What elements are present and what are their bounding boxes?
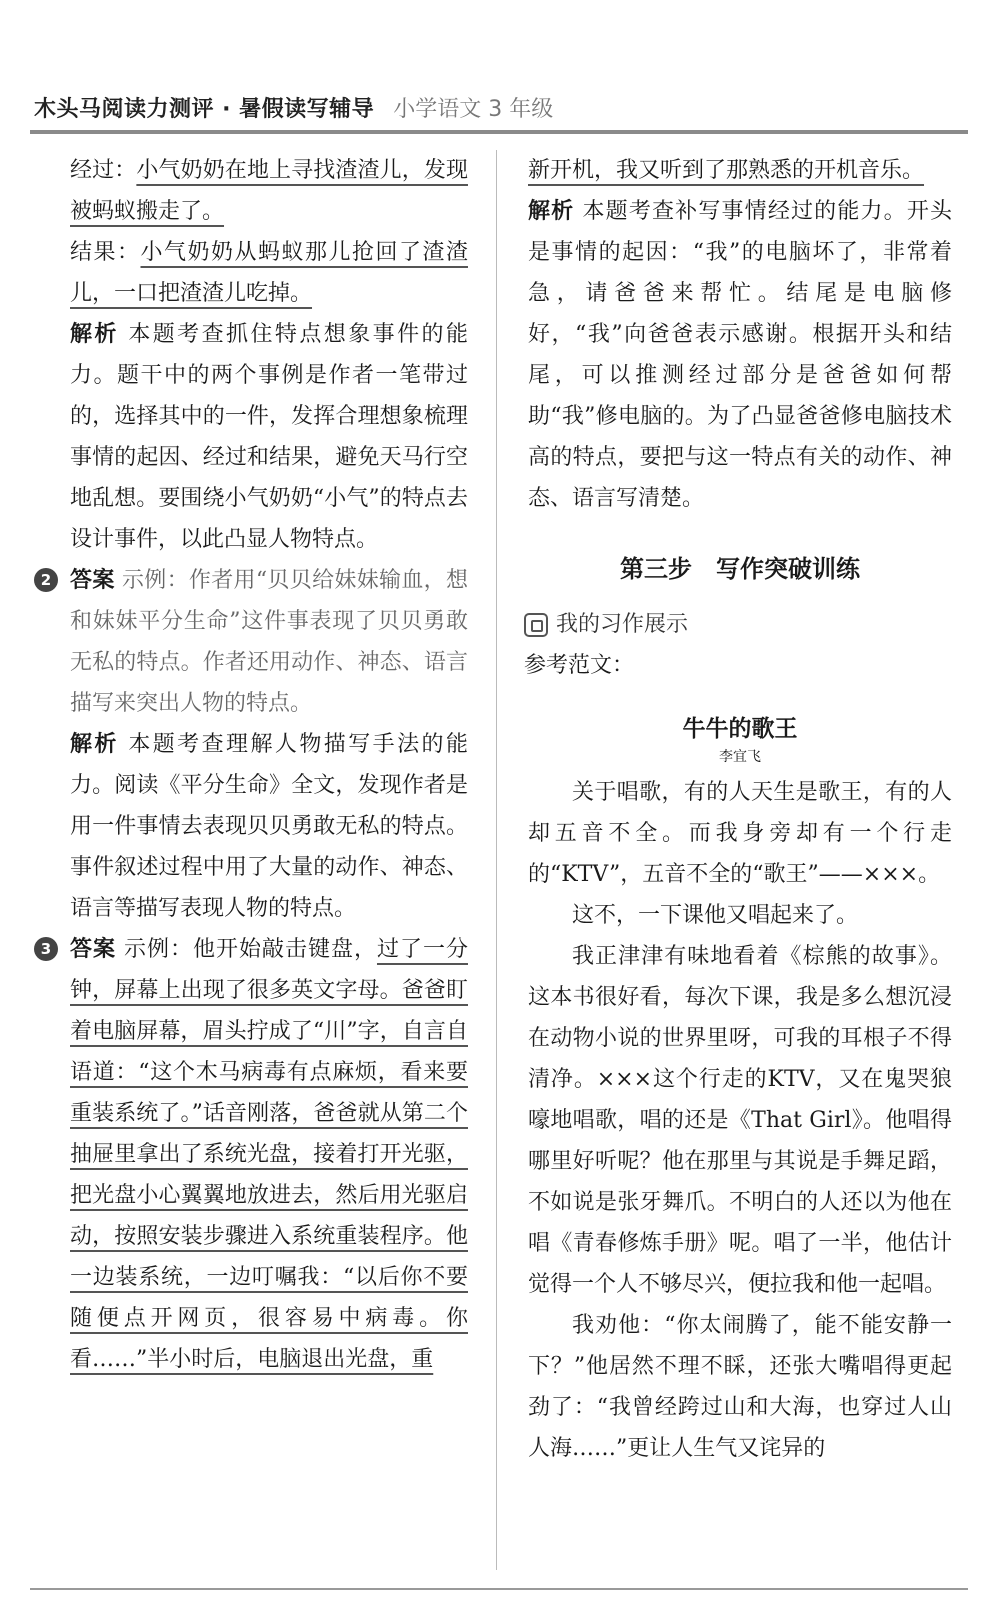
answer-2 xyxy=(70,560,468,724)
process-label: 经过： xyxy=(70,158,137,183)
analysis-text: 本题考查补写事情经过的能力。开头是事情的起因：“我”的电脑坏了，非常着急，请爸爸来帮忙。结尾是电脑修好，“我”向爸爸表示感谢。根据开头和结尾，可以推测经过部分是爸爸如何帮助“我”修电脑的。为了凸显爸爸修电脑技术高的特点，要把与这一特点有关的动作、神态、语言写清楚。 xyxy=(528,199,952,511)
essay-paragraph: 关于唱歌，有的人天生是歌王，有的人却五音不全。而我身旁却有一个行走的“KTV”，五音不全的“歌王”——×××。 xyxy=(528,780,952,887)
answer-continued-text: 新开机，我又听到了那熟悉的开机音乐。 xyxy=(528,158,925,183)
process-text: 小气奶奶在地上寻找渣渣儿，发现被蚂蚁搬走了。 xyxy=(70,158,468,224)
process-line xyxy=(70,150,468,232)
footer-rule xyxy=(30,1588,968,1590)
answer-label: 答案 xyxy=(70,568,115,593)
book-subtitle: 小学语文 3 年级 xyxy=(393,97,554,122)
subsection-heading xyxy=(524,604,952,645)
analysis-text: 本题考查抓住特点想象事件的能力。题干中的两个事例是作者一笔带过的，选择其中的一件，发挥合理想象梳理事情的起因、经过和结果，避免天马行空地乱想。要围绕小气奶奶“小气”的特点去设计事件，以此凸显人物特点。 xyxy=(70,322,468,552)
reference-label: 参考范文： xyxy=(524,653,635,678)
result-line xyxy=(70,232,468,314)
section-title: 第三步 写作突破训练 xyxy=(620,555,860,583)
question-number-badge: 2 xyxy=(34,568,58,592)
analysis-text: 本题考查理解人物描写手法的能力。阅读《平分生命》全文，发现作者是用一件事情去表现贝贝勇敢无私的特点。事件叙述过程中用了大量的动作、神态、语言等描写表现人物的特点。 xyxy=(70,732,468,921)
square-icon xyxy=(524,613,548,637)
answer-3-continued xyxy=(528,150,952,191)
answer-3 xyxy=(70,929,468,1380)
answer-label: 答案 xyxy=(70,937,116,962)
question-number-badge: 3 xyxy=(34,937,58,961)
analysis-1 xyxy=(70,314,468,560)
question-2 xyxy=(40,560,468,724)
header-rule xyxy=(30,130,968,134)
answer-text: 过了一分钟，屏幕上出现了很多英文字母。爸爸盯着电脑屏幕，眉头拧成了“川”字，自言自语道：“这个木马病毒有点麻烦，看来要重装系统了。”话音刚落，爸爸就从第二个抽屉里拿出了系统光盘，接着打开光驱，把光盘小心翼翼地放进去，然后用光驱启动，按照安装步骤进入系统重装程序。他一边装系统，一边叮嘱我：“以后你不要随便点开网页，很容易中病毒。你看……”半小时后，电脑退出光盘，重 xyxy=(70,937,468,1372)
analysis-3 xyxy=(528,191,952,519)
column-divider xyxy=(496,150,497,1570)
result-text: 小气奶奶从蚂蚁那儿抢回了渣渣儿，一口把渣渣儿吃掉。 xyxy=(70,240,468,306)
answer-text: 示例：作者用“贝贝给妹妹输血，想和妹妹平分生命”这件事表现了贝贝勇敢无私的特点。作者还用动作、神态、语言描写来突出人物的特点。 xyxy=(70,568,468,716)
analysis-label: 解析 xyxy=(528,199,575,224)
result-label: 结果： xyxy=(70,240,141,265)
essay-paragraph: 我劝他：“你太闹腾了，能不能安静一下？”他居然不理不睬，还张大嘴唱得更起劲了：“我曾经跨过山和大海，也穿过人山人海……”更让人生气又诧异的 xyxy=(528,1313,952,1461)
right-column xyxy=(524,150,952,1469)
page-header xyxy=(34,92,968,132)
book-title: 木头马阅读力测评 · 暑假读写辅导 xyxy=(34,97,375,122)
answer-prefix: 示例：他开始敲击键盘， xyxy=(124,937,377,962)
subsection-label: 我的习作展示 xyxy=(556,612,689,637)
analysis-2 xyxy=(70,724,468,929)
essay-paragraph: 这不，一下课他又唱起来了。 xyxy=(572,903,859,928)
left-column xyxy=(40,150,468,1380)
analysis-label: 解析 xyxy=(70,732,119,757)
question-3 xyxy=(40,929,468,1380)
essay-title: 牛牛的歌王 xyxy=(682,716,798,742)
analysis-label: 解析 xyxy=(70,322,119,347)
essay-paragraph: 我正津津有味地看着《棕熊的故事》。这本书很好看，每次下课，我是多么想沉浸在动物小说的世界里呀，可我的耳根子不得清净。×××这个行走的KTV，又在鬼哭狼嚎地唱歌，唱的还是《That Girl》。他唱得哪里好听呢？他在那里与其说是手舞足蹈，不如说是张牙舞爪。不明白的人还以为他在唱《青春修炼手册》呢。唱了一半，他估计觉得一个人不够尽兴，便拉我和他一起唱。 xyxy=(528,944,952,1297)
essay-author: 李宜飞 xyxy=(719,749,761,765)
